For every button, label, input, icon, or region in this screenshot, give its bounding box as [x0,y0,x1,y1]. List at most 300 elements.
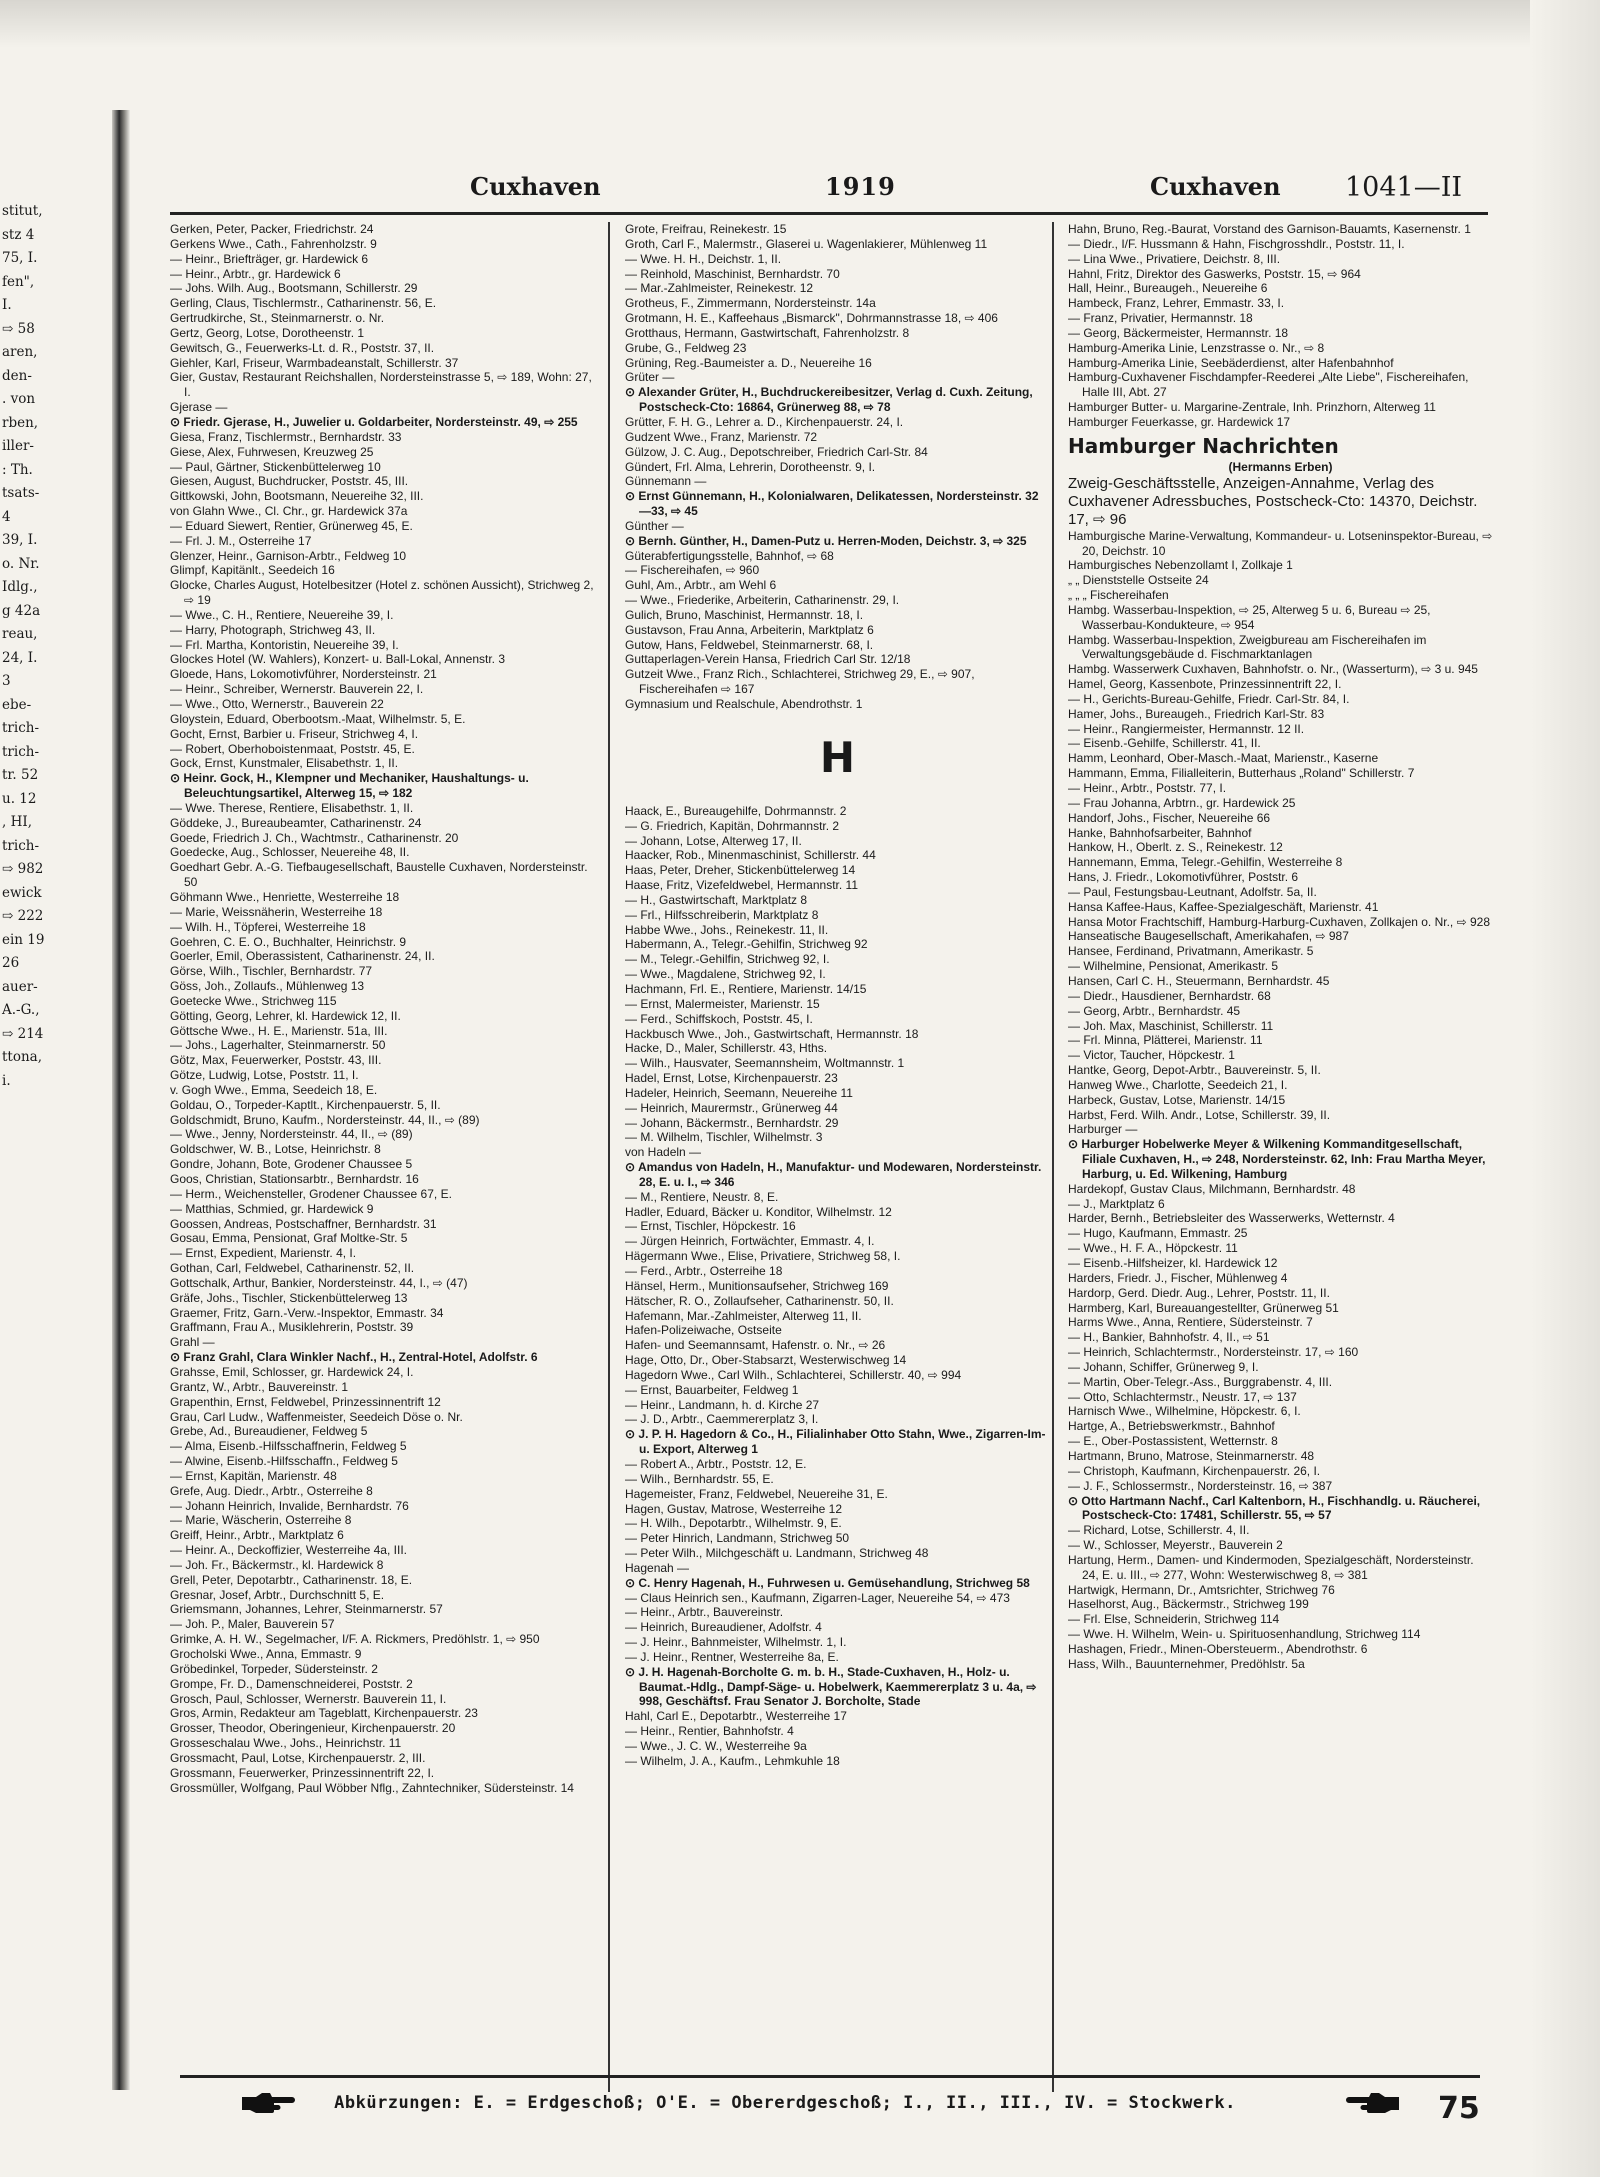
directory-entry: — Wilhelmine, Pensionat, Amerikastr. 5 [1068,959,1279,974]
adjacent-page-text: 39, I. [2,532,38,548]
directory-entry: Hannemann, Emma, Telegr.-Gehilfin, Westerreihe 8 [1068,855,1343,870]
directory-entry: Gosau, Emma, Pensionat, Graf Moltke-Str. 5 [170,1231,408,1246]
directory-entry: Hafen-Polizeiwache, Ostseite [625,1323,782,1338]
directory-entry: — Claus Heinrich sen., Kaufmann, Zigarren-Lager, Neuereihe 54, ⇨ 473 [625,1590,1010,1605]
directory-entry: — Franz, Privatier, Hermannstr. 18 [1068,311,1253,326]
directory-entry: Grossmacht, Paul, Lotse, Kirchenpauerstr. 2, III. [170,1750,426,1765]
firm-entry: ⊙ Heinr. Gock, H., Klempner und Mechaniker, Haushaltungs- u. Beleuchtungsartikel, Alterweg 15, ⇨ 182 [170,771,529,801]
directory-entry: Glockes Hotel (W. Wahlers), Konzert- u. Ball-Lokal, Annenstr. 3 [170,652,506,667]
directory-entry: Götz, Max, Feuerwerker, Poststr. 43, III. [170,1053,382,1068]
directory-entry: Hahn, Bruno, Reg.-Baurat, Vorstand des Garnison-Bauamts, Kasernenstr. 1 [1068,222,1471,236]
directory-entry: Hansen, Carl C. H., Steuermann, Bernhardstr. 45 [1068,973,1330,988]
directory-entry: — Ernst, Bauarbeiter, Feldweg 1 [625,1382,799,1397]
directory-entry: — Harry, Photograph, Strichweg 43, II. [170,622,376,637]
directory-entry: — Johann, Schiffer, Grünerweg 9, I. [1068,1359,1259,1374]
directory-entry: Hall, Heinr., Bureaugeh., Neuereihe 6 [1068,281,1268,296]
directory-entry: Gutow, Hans, Feldwebel, Steinmarnerstr. 68, I. [625,637,874,652]
adjacent-page-text: tsats- [2,485,40,501]
adjacent-page-text: auer- [2,978,38,995]
display-entry-body: Zweig-Geschäftsstelle, Anzeigen-Annahme, Verlag des Cuxhavener Adressbuches, Postscheck-Cto: 14370, Deichstr. 17, ⇨ 96 [1068,474,1478,528]
directory-column-2 [625,222,1050,2092]
directory-entry: — Hugo, Kaufmann, Emmastr. 25 [1068,1226,1248,1241]
adjacent-page-text: u. 12 [2,790,37,807]
directory-entry: — Frl., Hilfsschreiberin, Marktplatz 8 [625,907,819,922]
directory-entry: Hambg. Wasserbau-Inspektion, ⇨ 25, Alterweg 5 u. 6, Bureau ⇨ 25, Wasserbau-Kondukteure, ⇨ 954 [1068,602,1431,632]
directory-entry: — Lina Wwe., Privatiere, Deichstr. 8, III. [1068,251,1281,266]
directory-entry: — Frau Johanna, Arbtrn., gr. Hardewick 25 [1068,795,1296,810]
directory-entry: Goos, Christian, Stationsarbtr., Bernhardstr. 16 [170,1172,419,1186]
directory-entry: Hamburger Butter- u. Margarine-Zentrale, Inh. Prinzhorn, Alterweg 11 [1068,400,1436,415]
directory-entry: Gock, Ernst, Kunstmaler, Elisabethstr. 1, II. [170,756,399,771]
adjacent-page-text: den- [2,367,32,384]
directory-entry: Gros, Armin, Redakteur am Tageblatt, Kirchenpauerstr. 23 [170,1706,478,1721]
directory-entry: Hamburger Feuerkasse, gr. Hardewick 17 [1068,414,1291,429]
directory-entry: Hahnl, Fritz, Direktor des Gaswerks, Poststr. 15, ⇨ 964 [1068,266,1361,281]
directory-entry: Hanweg Wwe., Charlotte, Seedeich 21, I. [1068,1077,1288,1092]
directory-entry: Gündert, Frl. Alma, Lehrerin, Dorotheenstr. 9, I. [625,459,876,474]
adjacent-page-text: Idlg., [2,579,38,595]
directory-entry: Graffmann, Frau A., Musiklehrerin, Poststr. 39 [170,1320,414,1335]
directory-entry: Hambeck, Franz, Lehrer, Emmastr. 33, I. [1068,296,1285,311]
directory-entry: — Joh. P., Maler, Bauverein 57 [170,1617,335,1632]
directory-entry: Gertz, Georg, Lotse, Dorotheenstr. 1 [170,325,365,340]
directory-entry: Hamburgisches Nebenzollamt I, Zollkaje 1 [1068,558,1293,573]
directory-entry: Göddeke, J., Bureaubeamter, Catharinenstr. 24 [170,815,422,830]
adjacent-page-text: trich- [2,720,40,736]
directory-entry: Harder, Bernh., Betriebsleiter des Wasserwerks, Wetternstr. 4 [1068,1211,1395,1226]
directory-entry: „ „ „ Fischereihafen [1068,588,1169,603]
directory-entry: Günnemann — [625,474,707,489]
directory-entry: — Heinr., Briefträger, gr. Hardewick 6 [170,251,369,266]
directory-entry: — M., Telegr.-Gehilfin, Strichweg 92, I. [625,952,830,967]
adjacent-page-text: ⇨ 222 [2,908,44,924]
directory-entry: — Heinr., Rentier, Bahnhofstr. 4 [625,1724,794,1739]
directory-entry: Guttaperlagen-Verein Hansa, Friedrich Carl Str. 12/18 [625,652,911,667]
directory-entry: — Richard, Lotse, Schillerstr. 4, II. [1068,1523,1250,1538]
directory-entry: Guhl, Am., Arbtr., am Wehl 6 [625,578,777,593]
directory-entry: — Robert A., Arbtr., Poststr. 12, E. [625,1456,807,1471]
directory-entry: — Wilh. H., Töpferei, Westerreihe 18 [170,919,366,934]
directory-entry: — G. Friedrich, Kapitän, Dohrmannstr. 2 [625,818,840,833]
directory-entry: — Herm., Weichensteller, Grodener Chaussee 67, E. [170,1186,452,1201]
directory-entry: Goldschwer, W. B., Lotse, Heinrichstr. 8 [170,1142,381,1157]
adjacent-page-text: i. [2,1072,11,1089]
directory-entry: Gräfe, Johs., Tischler, Stickenbüttelerweg 13 [170,1290,408,1305]
directory-entry: — Jürgen Heinrich, Fortwächter, Emmastr. 4, I. [625,1234,875,1249]
directory-entry: — J. Heinr., Bahnmeister, Wilhelmstr. 1, I. [625,1635,847,1650]
firm-entry: ⊙ Bernh. Günther, H., Damen-Putz u. Herren-Moden, Deichstr. 3, ⇨ 325 [625,533,1027,548]
directory-entry: Hafemann, Mar.-Zahlmeister, Alterweg 11, II. [625,1308,862,1323]
directory-entry: Hantke, Georg, Depot-Arbtr., Bauvereinstr. 5, II. [1068,1063,1321,1078]
abbreviations-legend: Abkürzungen: E. = Erdgeschoß; O'E. = Obererdgeschoß; I., II., III., IV. = Stockwerk. [334,2093,1236,2113]
directory-entry: Grapenthin, Ernst, Feldwebel, Prinzessinnentrift 12 [170,1394,441,1409]
directory-entry: Haacker, Rob., Minenmaschinist, Schillerstr. 44 [625,848,876,863]
adjacent-page-text: trich- [2,743,40,760]
directory-entry: Harbeck, Gustav, Lotse, Marienstr. 14/15 [1068,1092,1286,1107]
directory-entry: Giesa, Franz, Tischlermstr., Bernhardstr. 33 [170,429,402,444]
directory-entry: Gertrudkirche, St., Steinmarnerstr. o. Nr. [170,311,385,326]
directory-entry: — Martin, Ober-Telegr.-Ass., Burggrabenstr. 4, III. [1068,1374,1333,1389]
directory-entry: — Heinr. A., Deckoffizier, Westerreihe 4a, III. [170,1543,407,1558]
directory-entry: — Reinhold, Maschinist, Bernhardstr. 70 [625,266,840,281]
adjacent-page-text: fen", [2,273,35,290]
directory-entry: Hagemeister, Franz, Feldwebel, Neuereihe 31, E. [625,1486,888,1501]
firm-entry: ⊙ Alexander Grüter, H., Buchdruckereibesitzer, Verlag d. Cuxh. Zeitung, Postscheck-Cto: 16864, Grünerweg 88, ⇨ 78 [625,385,1033,415]
directory-entry: Hägermann Wwe., Elise, Privatiere, Strichweg 58, I. [625,1249,901,1264]
directory-entry: Göttsche Wwe., H. E., Marienstr. 51a, III. [170,1023,388,1038]
directory-entry: Habbe Wwe., Johs., Reinekestr. 11, II. [625,922,829,937]
directory-entry: — E., Ober-Postassistent, Wetternstr. 8 [1068,1434,1278,1449]
directory-entry: — Eisenb.-Hilfsheizer, kl. Hardewick 12 [1068,1256,1278,1270]
directory-entry: Gudzent Wwe., Franz, Marienstr. 72 [625,429,818,444]
directory-entry: Hamer, Johs., Bureaugeh., Friedrich Karl-Str. 83 [1068,706,1325,721]
directory-entry: Habermann, A., Telegr.-Gehilfin, Strichweg 92 [625,937,868,952]
directory-entry: Hammann, Emma, Filialleiterin, Butterhaus „Roland" Schillerstr. 7 [1068,766,1415,781]
directory-entry: Gottschalk, Arthur, Bankier, Nordersteinstr. 44, I., ⇨ (47) [170,1275,468,1290]
directory-entry: — Johs., Lagerhalter, Steinmarnerstr. 50 [170,1038,386,1053]
adjacent-page-text: : Th. [2,461,33,478]
adjacent-page-text: ⇨ 214 [2,1025,44,1042]
directory-entry: — Frl. J. M., Osterreihe 17 [170,533,312,548]
directory-entry: Gymnasium und Realschule, Abendrothstr. 1 [625,697,863,711]
directory-entry: Grosseschalau Wwe., Johs., Heinrichstr. 11 [170,1736,402,1751]
adjacent-page-text: 75, I. [2,250,38,266]
directory-entry: — Heinr., Schreiber, Wernerstr. Bauverein 22, I. [170,682,424,697]
directory-entry: Gülzow, J. C. Aug., Depotschreiber, Friedrich Carl-Str. 84 [625,444,928,459]
directory-entry: Hansa Motor Frachtschiff, Hamburg-Harburg-Cuxhaven, Zollkajen o. Nr., ⇨ 928 [1068,914,1491,929]
directory-entry: — Heinr., Rangiermeister, Hermannstr. 12 II. [1068,721,1305,736]
directory-entry: Günther — [625,518,684,533]
directory-entry: Hartmann, Bruno, Matrose, Steinmarnerstr. 48 [1068,1448,1315,1463]
directory-entry: Glenzer, Heinr., Garnison-Arbtr., Feldweg 10 [170,548,407,563]
directory-entry: Gerling, Claus, Tischlermstr., Catharinenstr. 56, E. [170,296,437,311]
adjacent-page-text: ⇨ 982 [2,861,44,877]
directory-entry: Haselhorst, Aug., Bäckermstr., Strichweg 199 [1068,1597,1309,1612]
directory-entry: Grotmann, H. E., Kaffeehaus „Bismarck", Dohrmannstrasse 18, ⇨ 406 [625,311,998,326]
adjacent-page-text: trich- [2,837,40,854]
directory-entry: Grütter, F. H. G., Lehrer a. D., Kirchenpauerstr. 24, I. [625,414,904,429]
directory-entry: Hambg. Wasserwerk Cuxhaven, Bahnhofstr. o. Nr., (Wasserturm), ⇨ 3 u. 945 [1068,662,1478,677]
running-head-city-left: Cuxhaven [470,172,601,201]
directory-entry: — Christoph, Kaufmann, Kirchenpauerstr. 26, I. [1068,1463,1321,1478]
directory-entry: — Heinrich, Maurermstr., Grünerweg 44 [625,1100,838,1115]
directory-entry: — Wilh., Bernhardstr. 55, E. [625,1471,774,1486]
directory-entry: von Hadeln — [625,1145,702,1160]
directory-entry: Hass, Wilh., Bauunternehmer, Predöhlstr. 5a [1068,1656,1305,1671]
directory-entry: Gittkowski, John, Bootsmann, Neuereihe 32, III. [170,489,424,504]
adjacent-page-text: 4 [2,508,11,525]
directory-entry: — Wwe., J. C. W., Westerreihe 9a [625,1739,807,1753]
directory-entry: — Mar.-Zahlmeister, Reinekestr. 12 [625,281,814,296]
directory-entry: Haack, E., Bureaugehilfe, Dohrmannstr. 2 [625,803,847,818]
footer-rule [180,2075,1480,2078]
directory-entry: Hardorp, Gerd. Diedr. Aug., Lehrer, Poststr. 11, II. [1068,1285,1330,1300]
adjacent-page-text: reau, [2,626,38,642]
directory-entry: Greiff, Heinr., Arbtr., Marktplatz 6 [170,1528,344,1543]
directory-entry: Goldau, O., Torpeder-Kaptlt., Kirchenpauerstr. 5, II. [170,1097,441,1112]
directory-entry: Grotheus, F., Zimmermann, Nordersteinstr. 14a [625,296,876,311]
directory-entry: Harbst, Ferd. Wilh. Andr., Lotse, Schillerstr. 39, II. [1068,1107,1331,1122]
directory-entry: — Johann, Lotse, Alterweg 17, II. [625,833,802,848]
directory-entry: Harmberg, Karl, Bureauangestellter, Grünerweg 51 [1068,1300,1339,1315]
directory-entry: Hacke, D., Maler, Schillerstr. 43, Hths. [625,1041,828,1056]
adjacent-page-text: iller- [2,438,34,454]
directory-entry: — Wwe. H. H., Deichstr. 1, II. [625,251,782,266]
directory-entry: Hanseatische Baugesellschaft, Amerikahafen, ⇨ 987 [1068,929,1349,944]
directory-entry: — Joh. Max, Maschinist, Schillerstr. 11 [1068,1018,1274,1033]
directory-entry: Hänsel, Herm., Munitionsaufseher, Strichweg 169 [625,1278,889,1293]
adjacent-page-text: tr. 52 [2,767,39,783]
directory-entry: — Peter Hinrich, Landmann, Strichweg 50 [625,1531,850,1546]
adjacent-page-text: I. [2,297,12,313]
directory-entry: Grossmann, Feuerwerker, Prinzessinnentrift 22, I. [170,1765,435,1780]
directory-entry: Gerken, Peter, Packer, Friedrichstr. 24 [170,222,374,236]
directory-entry: Hankow, H., Oberlt. z. S., Reinekestr. 12 [1068,840,1283,855]
directory-entry: — H., Bankier, Bahnhofstr. 4, II., ⇨ 51 [1068,1330,1270,1345]
directory-entry: Goedhart Gebr. A.-G. Tiefbaugesellschaft, Baustelle Cuxhaven, Nordersteinstr. 50 [170,860,588,890]
directory-entry: Giehler, Karl, Friseur, Warmbadeanstalt, Schillerstr. 37 [170,355,459,370]
directory-column-3 [1068,222,1493,2092]
directory-entry: — Heinr., Landmann, h. d. Kirche 27 [625,1397,820,1412]
directory-entry: Hartung, Herm., Damen- und Kindermoden, Spezialgeschäft, Nordersteinstr. 24, E. u. III., ⇨ 277, Wohn: Westerwischweg 8, ⇨ 381 [1068,1552,1474,1582]
running-head-year: 1919 [825,172,896,201]
directory-entry: Hachmann, Frl. E., Rentiere, Marienstr. 14/15 [625,981,867,996]
directory-entry: Hafen- und Seemannsamt, Hafenstr. o. Nr., ⇨ 26 [625,1338,886,1353]
directory-entry: Hamburg-Amerika Linie, Seebäderdienst, alter Hafenbahnhof [1068,355,1394,370]
directory-entry: Gustavson, Frau Anna, Arbeiterin, Marktplatz 6 [625,622,874,637]
directory-entry: — Robert, Oberhoboistenmaat, Poststr. 45, E. [170,741,415,756]
directory-entry: — M., Rentiere, Neustr. 8, E. [625,1189,779,1204]
directory-entry: Görse, Wilh., Tischler, Bernhardstr. 77 [170,964,373,979]
adjacent-page-text: stz 4 [2,226,35,243]
directory-entry: Hamel, Georg, Kassenbote, Prinzessinnentrift 22, I. [1068,677,1342,692]
column-divider [608,222,610,2092]
adjacent-page-text: 3 [2,673,11,689]
directory-entry: — Eisenb.-Gehilfe, Schillerstr. 41, II. [1068,736,1261,751]
adjacent-page-text: 24, I. [2,649,38,666]
adjacent-page-text: , HI, [2,814,32,830]
directory-entry: Grotthaus, Hermann, Gastwirtschaft, Fahrenholzstr. 8 [625,325,910,340]
directory-entry: Hagen, Gustav, Matrose, Westerreihe 12 [625,1501,842,1516]
directory-entry: Hadeler, Heinrich, Seemann, Neuereihe 11 [625,1085,853,1100]
directory-entry: — Wwe., Friederike, Arbeiterin, Catharinenstr. 29, I. [625,593,900,608]
directory-entry: Gewitsch, G., Feuerwerks-Lt. d. R., Poststr. 37, II. [170,340,435,355]
directory-entry: Goedecke, Aug., Schlosser, Neuereihe 48, II. [170,845,410,860]
directory-entry: Grocholski Wwe., Anna, Emmastr. 9 [170,1647,362,1661]
directory-entry: Hagenah — [625,1560,690,1575]
directory-entry: — Eduard Siewert, Rentier, Grünerweg 45, E. [170,518,413,533]
directory-entry: Götting, Georg, Lehrer, kl. Hardewick 12, II. [170,1008,401,1023]
directory-entry: Harnisch Wwe., Wilhelmine, Höpckestr. 6, I. [1068,1404,1301,1419]
directory-entry: — H., Gastwirtschaft, Marktplatz 8 [625,892,808,907]
adjacent-page-text: stitut, [2,203,43,219]
directory-entry: Hamburgische Marine-Verwaltung, Kommandeur- u. Lotseninspektor-Bureau, ⇨ 20, Deichstr. 10 [1068,528,1493,558]
directory-entry: — Wilh., Hausvater, Seemannsheim, Woltmannstr. 1 [625,1056,905,1071]
directory-entry: Hackbusch Wwe., Joh., Gastwirtschaft, Hermannstr. 18 [625,1026,919,1041]
firm-entry: ⊙ Otto Hartmann Nachf., Carl Kaltenborn, H., Fischhandlg. u. Räucherei, Postscheck-Cto: 17481, Schillerstr. 55, ⇨ 57 [1068,1493,1481,1523]
directory-entry: — Wilhelm, J. A., Kaufm., Lehmkuhle 18 [625,1753,840,1768]
directory-entry: — Victor, Taucher, Höpckestr. 1 [1068,1048,1235,1063]
directory-entry: — H., Gerichts-Bureau-Gehilfe, Friedr. Carl-Str. 84, I. [1068,691,1350,706]
directory-entry: Grahsse, Emil, Schlosser, gr. Hardewick 24, I. [170,1364,414,1379]
firm-entry: ⊙ Amandus von Hadeln, H., Manufaktur- und Modewaren, Nordersteinstr. 28, E. u. I., ⇨ 346 [625,1160,1042,1189]
directory-entry: — Johann Heinrich, Invalide, Bernhardstr. 76 [170,1498,409,1513]
directory-entry: Grahl — [170,1335,215,1350]
adjacent-page-text: 26 [2,955,20,971]
directory-entry: Giese, Alex, Fuhrwesen, Kreuzweg 25 [170,444,374,459]
directory-entry: — Alma, Eisenb.-Hilfsschaffnerin, Feldweg 5 [170,1439,407,1454]
directory-entry: Grompe, Fr. D., Damenschneiderei, Poststr. 2 [170,1676,413,1691]
directory-entry: Gutzeit Wwe., Franz Rich., Schlachterei, Strichweg 29, E., ⇨ 907, Fischereihafen ⇨ 167 [625,667,975,697]
directory-entry: Goerler, Emil, Oberassistent, Catharinenstr. 24, II. [170,949,435,964]
directory-entry: Goldschmidt, Bruno, Kaufm., Nordersteinstr. 44, II., ⇨ (89) [170,1112,480,1127]
directory-entry: Gjerase — [170,400,228,415]
directory-entry: v. Gogh Wwe., Emma, Seedeich 18, E. [170,1082,378,1097]
firm-entry: ⊙ J. P. H. Hagedorn & Co., H., Filialinhaber Otto Stahn, Wwe., Zigarren-Im- u. Export, Alterweg 1 [625,1427,1046,1457]
directory-entry: — Ernst, Malermeister, Marienstr. 15 [625,996,820,1011]
firm-entry: ⊙ J. H. Hagenah-Borcholte G. m. b. H., Stade-Cuxhaven, H., Holz- u. Baumat.-Hdlg., Dampf-Säge- u. Hobelwerk, Kaemmererplatz 3 u. 4a, ⇨ 998, Geschäftsf. Frau Senator J. Borcholte, Stade [625,1664,1037,1709]
directory-entry: Harders, Friedr. J., Fischer, Mühlenweg 4 [1068,1270,1288,1285]
directory-entry: „ „ Dienststelle Ostseite 24 [1068,573,1209,588]
directory-entry: — Wwe., Otto, Wernerstr., Bauverein 22 [170,697,384,711]
directory-entry: — Wwe., H. F. A., Höpckestr. 11 [1068,1241,1238,1256]
directory-entry: Goetecke Wwe., Strichweg 115 [170,993,337,1008]
directory-entry: Gothan, Carl, Feldwebel, Catharinenstr. 52, II. [170,1261,415,1276]
directory-entry: Göss, Joh., Zollaufs., Mühlenweg 13 [170,979,365,994]
directory-entry: Hadler, Eduard, Bäcker u. Konditor, Wilhelmstr. 12 [625,1204,892,1219]
directory-entry: — Paul, Gärtner, Stickenbüttelerweg 10 [170,459,381,474]
directory-entry: — Marie, Wäscherin, Osterreihe 8 [170,1513,352,1528]
directory-entry: Hanke, Bahnhofsarbeiter, Bahnhof [1068,825,1252,840]
directory-entry: Grosser, Theodor, Oberingenieur, Kirchenpauerstr. 20 [170,1721,456,1736]
adjacent-page-text: ⇨ 58 [2,320,35,337]
directory-entry: Grefe, Aug. Diedr., Arbtr., Osterreihe 8 [170,1483,373,1498]
directory-entry: — Frl. Minna, Plätterei, Marienstr. 11 [1068,1033,1263,1048]
directory-entry: Gloede, Hans, Lokomotivführer, Nordersteinstr. 21 [170,667,437,682]
directory-entry: — Joh. Fr., Bäckermstr., kl. Hardewick 8 [170,1557,384,1572]
column-divider [1052,222,1054,2092]
directory-entry: Harms Wwe., Anna, Rentiere, Südersteinstr. 7 [1068,1315,1313,1330]
directory-entry: Grosch, Paul, Schlosser, Wernerstr. Bauverein 11, I. [170,1691,447,1706]
directory-page [170,150,1530,2126]
directory-entry: — Diedr., Hausdiener, Bernhardstr. 68 [1068,988,1271,1003]
directory-entry: Grube, G., Feldweg 23 [625,340,747,355]
directory-entry: Groth, Carl F., Malermstr., Glaserei u. Wagenlakierer, Mühlenweg 11 [625,236,988,251]
pointing-hand-icon [1345,2089,1401,2115]
book-gutter [112,110,130,2090]
directory-entry: — Otto, Schlachtermstr., Neustr. 17, ⇨ 137 [1068,1389,1297,1404]
directory-entry: — Diedr., I/F. Hussmann & Hahn, Fischgrosshdlr., Poststr. 11, I. [1068,236,1405,251]
directory-entry: Gröbedinkel, Torpeder, Südersteinstr. 2 [170,1661,378,1676]
directory-entry: Grüter — [625,370,675,385]
directory-entry: — Ernst, Kapitän, Marienstr. 48 [170,1468,337,1483]
running-head-city-right: Cuxhaven [1150,172,1281,201]
firm-entry: ⊙ C. Henry Hagenah, H., Fuhrwesen u. Gemüsehandlung, Strichweg 58 [625,1575,1030,1590]
directory-entry: — Ernst, Expedient, Marienstr. 4, I. [170,1246,357,1261]
directory-entry: Graemer, Fritz, Garn.-Verw.-Inspektor, Emmastr. 34 [170,1305,444,1320]
directory-entry: — Johs. Wilh. Aug., Bootsmann, Schillerstr. 29 [170,281,418,296]
directory-entry: Hartge, A., Betriebswerkmstr., Bahnhof [1068,1419,1275,1434]
directory-entry: — Wwe., Magdalene, Strichweg 92, I. [625,967,826,982]
header-rule [170,212,1488,215]
directory-entry: — J. D., Arbtr., Caemmererplatz 3, I. [625,1412,819,1427]
directory-entry: Hambg. Wasserbau-Inspektion, Zweigbureau am Fischereihafen im Verwaltungsgebäude d. Fischmarktanlagen [1068,632,1427,662]
directory-entry: Harburger — [1068,1122,1138,1137]
running-head-page: 1041—II [1345,172,1463,203]
directory-entry: Grossmüller, Wolfgang, Paul Wöbber Nflg., Zahntechniker, Südersteinstr. 14 [170,1780,574,1795]
directory-entry: Grau, Carl Ludw., Waffenmeister, Seedeich Döse o. Nr. [170,1409,463,1424]
directory-entry: — Heinrich, Schlachtermstr., Nordersteinstr. 17, ⇨ 160 [1068,1345,1359,1360]
running-head [170,172,1490,208]
directory-entry: — Georg, Bäckermeister, Hermannstr. 18 [1068,325,1289,340]
directory-entry: Hashagen, Friedr., Minen-Obersteuerm., Abendrothstr. 6 [1068,1641,1368,1656]
section-letter: H [819,732,856,782]
directory-entry: Grote, Freifrau, Reinekestr. 15 [625,222,787,236]
directory-entry: Gondre, Johann, Bote, Grodener Chaussee 5 [170,1157,413,1172]
directory-entry: Goossen, Andreas, Postschaffner, Bernhardstr. 31 [170,1216,437,1231]
directory-entry: Grebe, Ad., Bureaudiener, Feldweg 5 [170,1424,368,1439]
directory-entry: — Frl. Else, Schneiderin, Strichweg 114 [1068,1612,1280,1627]
directory-entry: — Ferd., Schiffskoch, Poststr. 45, I. [625,1011,813,1026]
directory-entry: Hamm, Leonhard, Ober-Masch.-Maat, Marienstr., Kaserne [1068,751,1379,766]
directory-entry: Grell, Peter, Depotarbtr., Catharinenstr. 18, E. [170,1572,413,1587]
directory-entry: Griemsmann, Johannes, Lehrer, Steinmarnerstr. 57 [170,1602,443,1617]
directory-entry: — J. F., Schlossermstr., Nordersteinstr. 16, ⇨ 387 [1068,1478,1333,1493]
directory-entry: Goehren, C. E. O., Buchhalter, Heinrichstr. 9 [170,934,407,949]
directory-entry: Goede, Friedrich J. Ch., Wachtmstr., Catharinenstr. 20 [170,830,459,845]
directory-entry: Giesen, August, Buchdrucker, Poststr. 45, III. [170,474,409,489]
directory-entry: Hansee, Ferdinand, Privatmann, Amerikastr. 5 [1068,944,1314,959]
directory-entry: — Alwine, Eisenb.-Hilfsschaffn., Feldweg 5 [170,1454,398,1469]
directory-entry: — Heinr., Arbtr., Poststr. 77, I. [1068,781,1227,795]
directory-entry: — Ferd., Arbtr., Osterreihe 18 [625,1264,783,1278]
adjacent-page-text: rben, [2,414,39,431]
directory-entry: Hage, Otto, Dr., Ober-Stabsarzt, Westerwischweg 14 [625,1353,907,1368]
directory-entry: Haase, Fritz, Vizefeldwebel, Hermannstr. 11 [625,878,858,893]
directory-entry: — Johann, Bäckermstr., Bernhardstr. 29 [625,1115,839,1130]
directory-entry: — W., Schlosser, Meyerstr., Bauverein 2 [1068,1538,1283,1553]
directory-entry: — Wwe. H. Wilhelm, Wein- u. Spirituosenhandlung, Strichweg 114 [1068,1627,1421,1642]
page-footer [170,2075,1500,2135]
directory-entry: Hardekopf, Gustav Claus, Milchmann, Bernhardstr. 48 [1068,1181,1356,1196]
directory-entry: — Matthias, Schmied, gr. Hardewick 9 [170,1201,374,1216]
directory-entry: — J. Heinr., Rentner, Westerreihe 8a, E. [625,1649,839,1664]
directory-entry: Hätscher, R. O., Zollaufseher, Catharinenstr. 50, II. [625,1293,894,1308]
firm-entry: ⊙ Ernst Günnemann, H., Kolonialwaren, Delikatessen, Nordersteinstr. 32—33, ⇨ 45 [625,489,1039,519]
directory-entry: — Paul, Festungsbau-Leutnant, Adolfstr. 5a, II. [1068,884,1317,899]
directory-entry: Grüning, Reg.-Baumeister a. D., Neuereihe 16 [625,355,872,370]
directory-entry: — H. Wilh., Depotarbtr., Wilhelmstr. 9, E. [625,1516,842,1531]
directory-entry: Gulich, Bruno, Maschinist, Hermannstr. 18, I. [625,607,864,622]
directory-entry: — Heinrich, Bureaudiener, Adolfstr. 4 [625,1620,822,1635]
directory-entry: Glimpf, Kapitänlt., Seedeich 16 [170,563,335,578]
directory-entry: Grimke, A. H. W., Segelmacher, I/F. A. Rickmers, Predöhlstr. 1, ⇨ 950 [170,1632,540,1647]
directory-entry: Hansa Kaffee-Haus, Kaffee-Spezialgeschäft, Marienstr. 41 [1068,899,1379,914]
directory-entry: Götze, Ludwig, Lotse, Poststr. 11, I. [170,1068,359,1083]
directory-entry: von Glahn Wwe., Cl. Chr., gr. Hardewick 37a [170,504,408,519]
directory-entry: Glocke, Charles August, Hotelbesitzer (Hotel z. schönen Aussicht), Strichweg 2, ⇨ 19 [170,578,594,608]
display-entry-subtitle: (Hermanns Erben) [1228,459,1333,474]
display-entry-title: Hamburger Nachrichten [1068,433,1339,458]
directory-entry: — Wwe. Therese, Rentiere, Elisabethstr. 1, II. [170,800,414,815]
directory-entry: — Peter Wilh., Milchgeschäft u. Landmann, Strichweg 48 [625,1546,929,1561]
scan-right-edge [1530,0,1600,2177]
directory-entry: Hahl, Carl E., Depotarbtr., Westerreihe 17 [625,1709,847,1724]
directory-entry: Gocht, Ernst, Barbier u. Friseur, Strichweg 4, I. [170,726,419,741]
directory-entry: — M. Wilhelm, Tischler, Wilhelmstr. 3 [625,1130,823,1145]
adjacent-page-fragment [0,200,112,2040]
page-number: 75 [1438,2091,1480,2126]
